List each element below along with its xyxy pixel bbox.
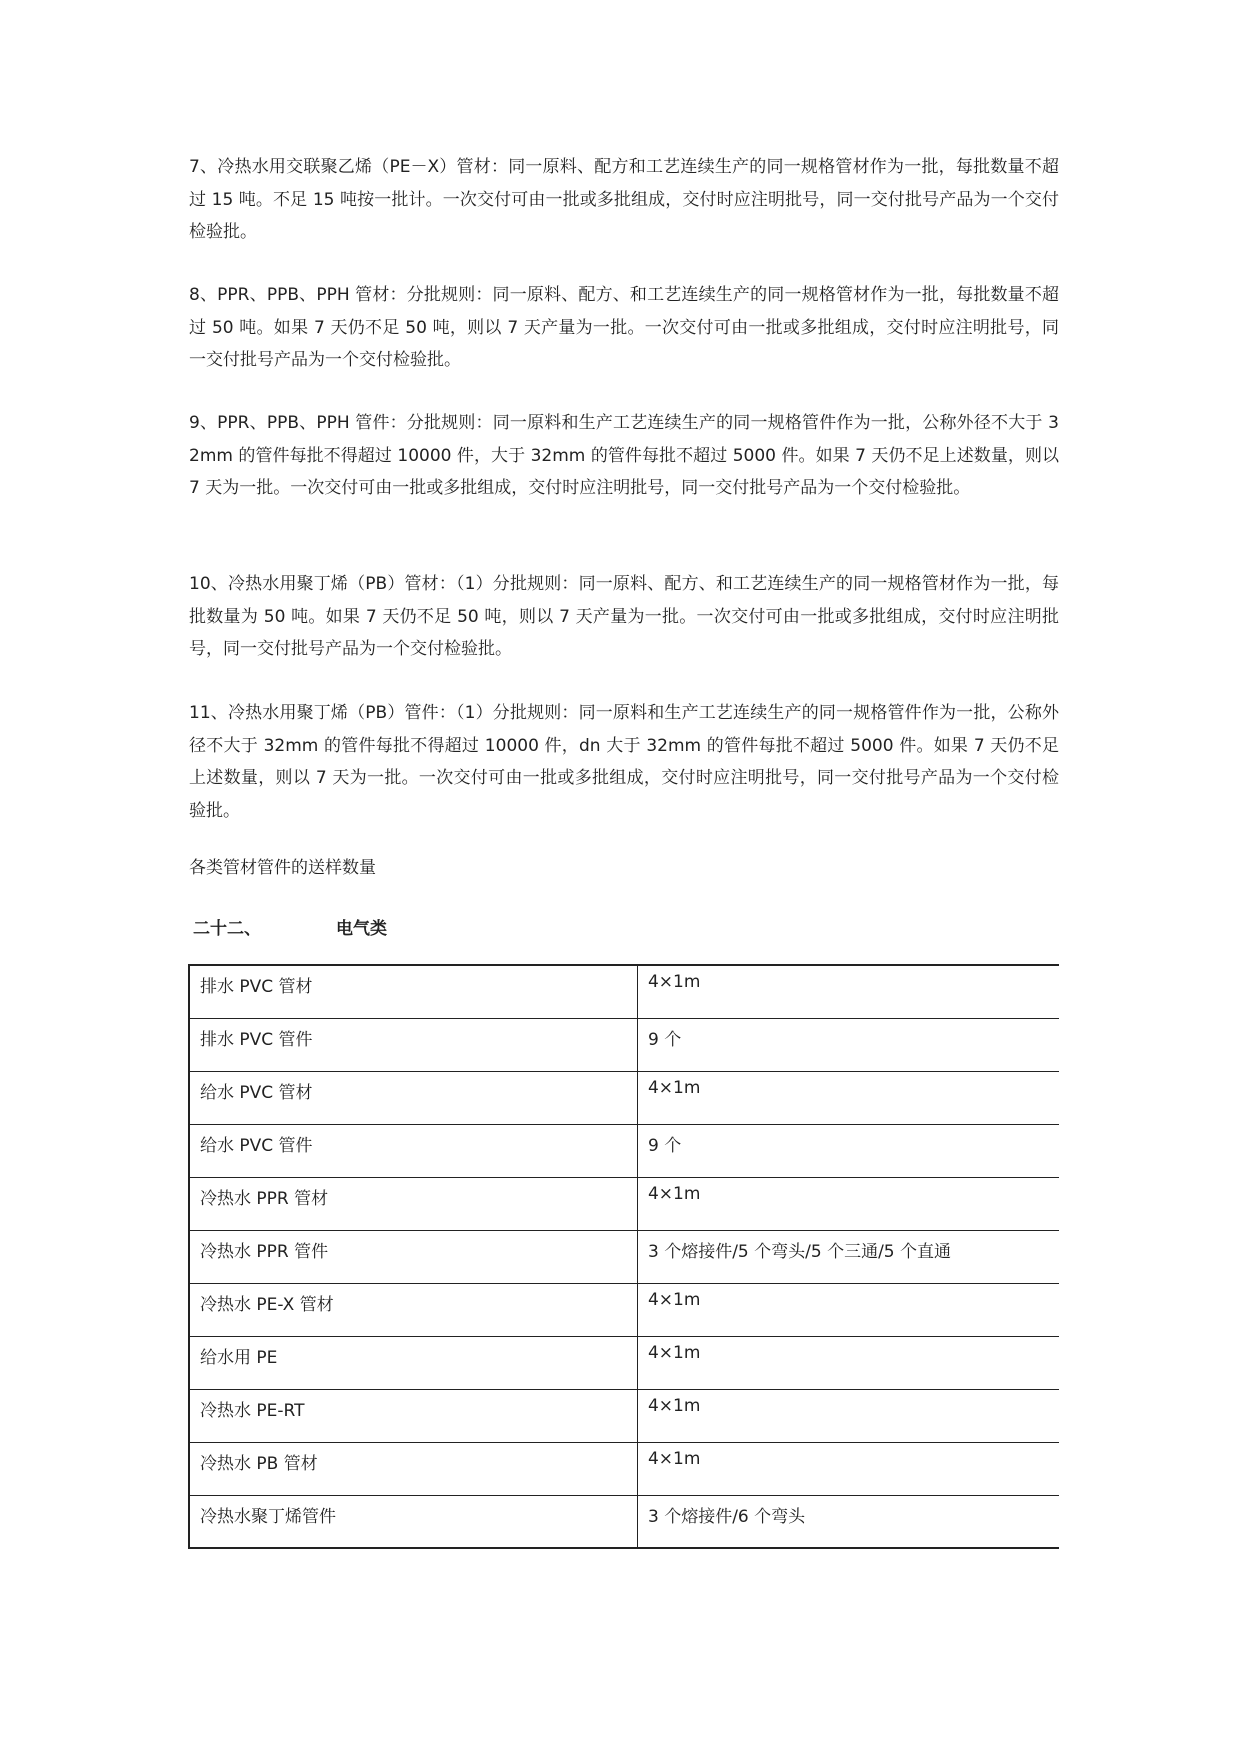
sample-quantity-cell: 4×1m: [637, 1177, 1059, 1230]
item-name-cell: 给水 PVC 管材: [189, 1071, 637, 1124]
item-name-cell: 冷热水 PE-X 管材: [189, 1283, 637, 1336]
item-name-cell: 冷热水聚丁烯管件: [189, 1495, 637, 1548]
table-row: [189, 1071, 1059, 1124]
paragraph-10: 10、冷热水用聚丁烯（PB）管材：（1）分批规则：同一原料、配方、和工艺连续生产的同一规格管材作为一批，每批数量为 50 吨。如果 7 天仍不足 50 吨，则以 7 天产量为一批。一次交付可由一批或多批组成，交付时应注明批号，同一交付批号产品为一个交付检验批。: [189, 574, 1059, 659]
table-row: [189, 1018, 1059, 1071]
table-row: [189, 1283, 1059, 1336]
table-row: [189, 1124, 1059, 1177]
sample-quantity-cell: 4×1m: [637, 1389, 1059, 1442]
section-title: 电气类: [336, 919, 387, 939]
paragraph-7: 7、冷热水用交联聚乙烯（PE－X）管材：同一原料、配方和工艺连续生产的同一规格管材作为一批，每批数量不超过 15 吨。不足 15 吨按一批计。一次交付可由一批或多批组成，交付时应注明批号，同一交付批号产品为一个交付检验批。: [189, 157, 1059, 242]
item-name-cell: 冷热水 PE-RT: [189, 1389, 637, 1442]
table-row: [189, 1389, 1059, 1442]
table-row: [189, 1495, 1059, 1548]
item-name-cell: 给水用 PE: [189, 1336, 637, 1389]
item-name-cell: 冷热水 PB 管材: [189, 1442, 637, 1495]
sample-quantity-cell: 9 个: [637, 1124, 1059, 1177]
sample-quantity-cell: 4×1m: [637, 1442, 1059, 1495]
paragraph-8: 8、PPR、PPB、PPH 管材：分批规则：同一原料、配方、和工艺连续生产的同一规格管材作为一批，每批数量不超过 50 吨。如果 7 天仍不足 50 吨，则以 7 天产量为一批。一次交付可由一批或多批组成，交付时应注明批号，同一交付批号产品为一个交付检验批。: [189, 285, 1059, 370]
sample-quantity-cell: 3 个熔接件/6 个弯头: [637, 1495, 1059, 1548]
sample-quantity-cell: 4×1m: [637, 1071, 1059, 1124]
sample-quantity-caption: 各类管材管件的送样数量: [189, 858, 376, 878]
table-row: [189, 1442, 1059, 1495]
paragraph-9: 9、PPR、PPB、PPH 管件：分批规则：同一原料和生产工艺连续生产的同一规格管件作为一批，公称外径不大于 32mm 的管件每批不得超过 10000 件，大于 32mm 的管件每批不超过 5000 件。如果 7 天仍不足上述数量，则以 7 天为一批。一次交付可由一批或多批组成，交付时应注明批号，同一交付批号产品为一个交付检验批。: [189, 413, 1059, 498]
sample-quantity-cell: 9 个: [637, 1018, 1059, 1071]
sample-quantity-cell: 4×1m: [637, 1336, 1059, 1389]
sample-quantity-cell: 4×1m: [637, 965, 1059, 1018]
item-name-cell: 冷热水 PPR 管件: [189, 1230, 637, 1283]
item-name-cell: 排水 PVC 管件: [189, 1018, 637, 1071]
table-row: [189, 1177, 1059, 1230]
item-name-cell: 冷热水 PPR 管材: [189, 1177, 637, 1230]
section-number: 二十二、: [193, 919, 261, 939]
sample-table-body: [189, 965, 1059, 1548]
table-row: [189, 1230, 1059, 1283]
sample-quantity-table: [188, 964, 1059, 1549]
table-row: [189, 965, 1059, 1018]
sample-quantity-cell: 3 个熔接件/5 个弯头/5 个三通/5 个直通: [637, 1230, 1059, 1283]
item-name-cell: 排水 PVC 管材: [189, 965, 637, 1018]
item-name-cell: 给水 PVC 管件: [189, 1124, 637, 1177]
table-row: [189, 1336, 1059, 1389]
sample-quantity-cell: 4×1m: [637, 1283, 1059, 1336]
paragraph-11: 11、冷热水用聚丁烯（PB）管件：（1）分批规则：同一原料和生产工艺连续生产的同一规格管件作为一批，公称外径不大于 32mm 的管件每批不得超过 10000 件，dn 大于 32mm 的管件每批不超过 5000 件。如果 7 天仍不足上述数量，则以 7 天为一批。一次交付可由一批或多批组成，交付时应注明批号，同一交付批号产品为一个交付检验批。: [189, 703, 1059, 821]
